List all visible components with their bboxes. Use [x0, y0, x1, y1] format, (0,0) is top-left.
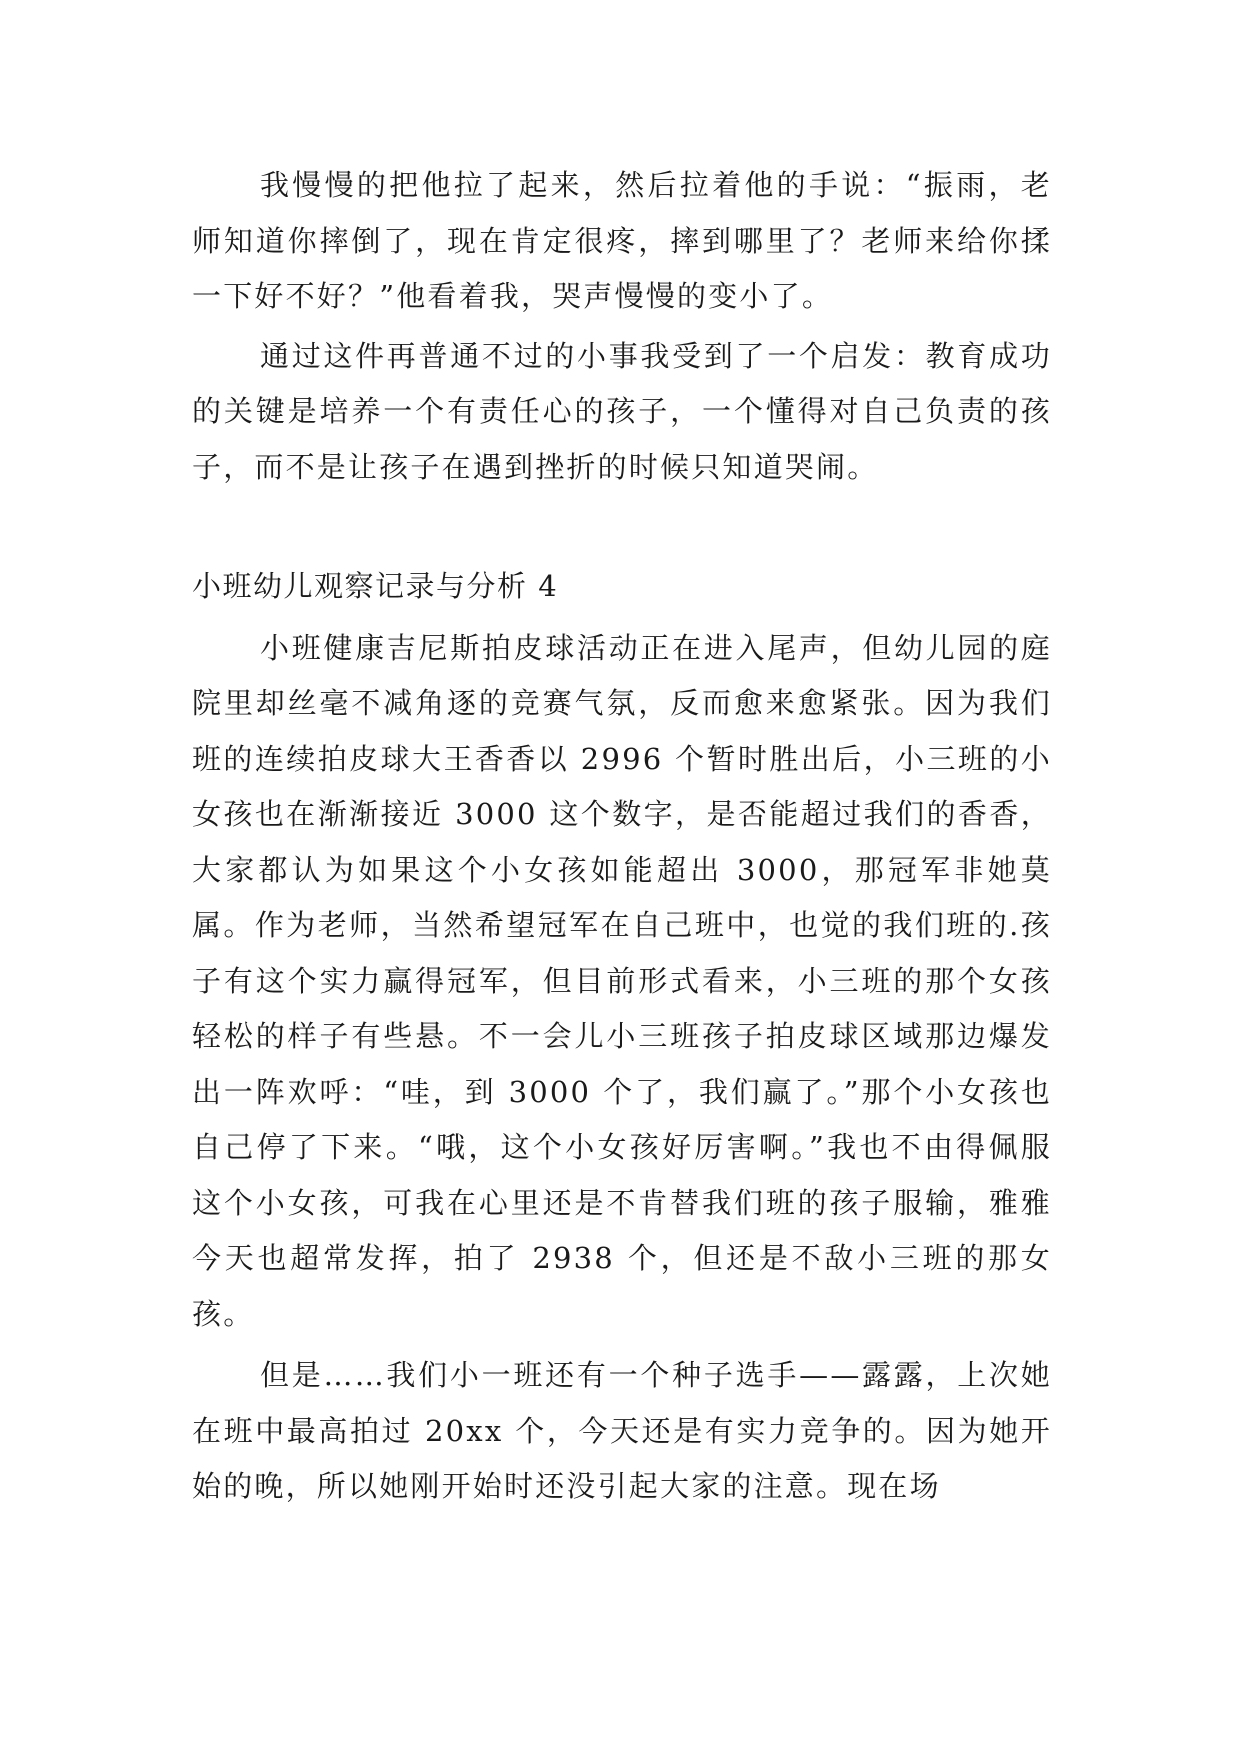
body-paragraph: 但是……我们小一班还有一个种子选手——露露，上次她在班中最高拍过 20xx 个，今天还是有实力竞争的。因为她开始的晚，所以她刚开始时还没引起大家的注意。现在场: [192, 1358, 1052, 1503]
document-page: [192, 158, 1052, 1515]
body-paragraph: 通过这件再普通不过的小事我受到了一个启发：教育成功的关键是培养一个有责任心的孩子，一个懂得对自己负责的孩子，而不是让孩子在遇到挫折的时候只知道哭闹。: [192, 338, 1052, 484]
body-paragraph: 我慢慢的把他拉了起来，然后拉着他的手说：“振雨，老师知道你摔倒了，现在肯定很疼，摔到哪里了？老师来给你揉一下好不好？”他看着我，哭声慢慢的变小了。: [192, 168, 1052, 313]
body-paragraph: 小班健康吉尼斯拍皮球活动正在进入尾声，但幼儿园的庭院里却丝毫不减角逐的竞赛气氛，反而愈来愈紧张。因为我们班的连续拍皮球大王香香以 2996 个暂时胜出后，小三班的小女孩也在渐渐接近 3000 这个数字，是否能超过我们的香香，大家都认为如果这个小女孩如能超出 3000，那冠军非她莫属。作为老师，当然希望冠军在自己班中，也觉的我们班的.孩子有这个实力赢得冠军，但目前形式看来，小三班的那个女孩轻松的样子有些悬。不一会儿小三班孩子拍皮球区域那边爆发出一阵欢呼：“哇，到 3000 个了，我们赢了。”那个小女孩也自己停了下来。“哦，这个小女孩好厉害啊。”我也不由得佩服这个小女孩，可我在心里还是不肯替我们班的孩子服输，雅雅今天也超常发挥，拍了 2938 个，但还是不敌小三班的那女孩。: [192, 630, 1052, 1331]
section-heading: 小班幼儿观察记录与分析 4: [192, 569, 559, 603]
